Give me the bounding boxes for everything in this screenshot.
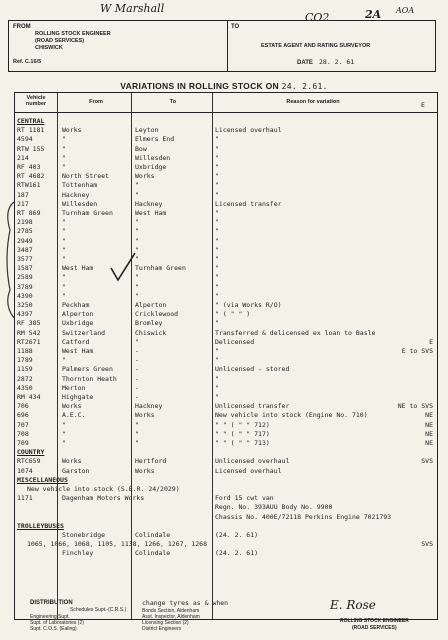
vehicle-number: 2872 xyxy=(17,374,33,383)
to-cell: Chiswick xyxy=(135,328,167,337)
vehicle-number: 4390 xyxy=(17,291,33,300)
from-cell: Turnham Green xyxy=(62,209,113,217)
column-header-to: To xyxy=(169,99,177,105)
column-header-from: From xyxy=(89,99,103,105)
column-header-reason: Reason for variation xyxy=(286,99,340,105)
to-cell: Bromley xyxy=(135,319,163,328)
to-cell: " xyxy=(135,255,139,263)
from-cell: North Street xyxy=(62,172,109,181)
status-code: NE xyxy=(425,420,433,429)
header-divider xyxy=(227,21,228,71)
from-cell: Peckham xyxy=(62,301,90,309)
vehicle-number: 1587 xyxy=(17,264,33,273)
to-cell: Uxbridge xyxy=(135,163,167,171)
to-cell: " xyxy=(135,273,139,282)
bracket-mark-icon xyxy=(2,200,16,320)
reason-cell: " xyxy=(215,181,219,190)
reason-cell: " xyxy=(215,273,219,282)
from-cell: Thornton Heath xyxy=(62,374,117,383)
reason-cell: " xyxy=(215,236,219,245)
to-cell: Willesden xyxy=(135,153,171,162)
vehicle-number: RF 403 xyxy=(17,163,41,171)
from-cell: " xyxy=(62,236,66,245)
distribution-line: Schedules Supt.-(C.R.S.) xyxy=(70,607,127,613)
vehicle-number: RT 4682 xyxy=(17,172,45,181)
section-heading: MISCELLANEOUS xyxy=(17,475,68,484)
vehicle-number: 4350 xyxy=(17,383,33,392)
from-cell: Garston xyxy=(62,466,90,475)
variations-table xyxy=(14,92,438,620)
vehicle-number: 1171 xyxy=(17,494,33,503)
vehicle-number: RTW161 xyxy=(17,181,41,190)
reason-cell: " xyxy=(215,347,219,355)
vehicle-number: 4397 xyxy=(17,310,33,319)
vehicle-number: RT 869 xyxy=(17,209,41,217)
vehicle-number: 2949 xyxy=(17,236,33,245)
reason-cell: Unlicensed transfer xyxy=(215,402,290,411)
to-cell: Elmers End xyxy=(135,135,175,144)
from-cell: Merton xyxy=(62,383,86,392)
reason-cell: (24. 2. 61) xyxy=(215,549,259,558)
reason-cell: " xyxy=(215,319,219,328)
reason-cell: Licensed overhaul xyxy=(215,466,282,475)
vehicle-number: 3487 xyxy=(17,245,33,254)
from-cell: A.E.C. xyxy=(62,411,86,420)
to-cell: " xyxy=(135,420,139,429)
status-code: NE xyxy=(425,411,433,420)
from-cell: Hackney xyxy=(62,190,90,199)
from-label: FROM xyxy=(13,24,31,30)
reason-cell: " " ( " " 713) xyxy=(215,439,270,447)
from-cell: Willesden xyxy=(62,199,98,208)
to-cell: " xyxy=(135,282,139,291)
section-heading: COUNTRY xyxy=(17,448,45,457)
from-cell: " xyxy=(62,153,66,162)
handwritten-code: AOA xyxy=(396,6,415,15)
to-cell: - xyxy=(135,356,139,365)
to-cell: Hackney xyxy=(135,199,163,208)
reason-cell: Ford 15 cwt van xyxy=(215,494,274,503)
vehicle-number: 706 xyxy=(17,402,29,411)
from-cell: " xyxy=(62,245,66,254)
reason-cell: " xyxy=(215,135,219,144)
vehicle-number: RTW 155 xyxy=(17,144,45,153)
vehicle-number: RTC659 xyxy=(17,457,41,466)
reason-cell: Regn. No. 393AUU Body No. 9900 xyxy=(215,503,333,512)
vehicle-number: 1188 xyxy=(17,347,33,355)
to-cell: Works xyxy=(135,172,155,181)
to-cell: - xyxy=(135,374,139,383)
section-heading: TROLLEYBUSES xyxy=(17,521,64,530)
reason-cell: " (via Works R/O) xyxy=(215,301,282,309)
to-cell: Hackney xyxy=(135,402,163,411)
from-cell: " xyxy=(62,282,66,291)
status-code: E to SVS xyxy=(401,347,433,355)
to-cell: - xyxy=(135,347,139,355)
distribution-line: District Engineers xyxy=(142,626,182,632)
distribution-label: DISTRIBUTION xyxy=(30,600,73,606)
from-cell: Highgate xyxy=(62,393,94,401)
vehicle-number: 187 xyxy=(17,190,29,199)
status-code: NE xyxy=(425,439,433,447)
from-line: ROLLING STOCK ENGINEER xyxy=(35,31,111,37)
to-cell: " xyxy=(135,245,139,254)
reason-cell: " xyxy=(215,282,219,291)
column-header-vehicle: Vehicle number xyxy=(25,95,47,107)
reason-cell: (24. 2. 61) xyxy=(215,531,259,539)
reason-cell: " xyxy=(215,153,219,162)
reason-cell: Unlicensed overhaul xyxy=(215,457,290,466)
reason-cell: " xyxy=(215,209,219,217)
vehicle-number: RT2671 xyxy=(17,337,41,346)
to-cell: " xyxy=(135,236,139,245)
from-line: CHISWICK xyxy=(35,45,63,51)
header-rule xyxy=(15,112,437,113)
to-cell: Hertford xyxy=(135,457,167,466)
to-cell: " xyxy=(135,181,139,190)
from-cell: " xyxy=(62,227,66,236)
reason-cell: " xyxy=(215,218,219,227)
handwritten-code: CO2 xyxy=(305,11,330,24)
distribution-line: Licensing Section (2) xyxy=(142,620,189,626)
document-title xyxy=(0,81,448,91)
from-line: (ROAD SERVICES) xyxy=(35,38,85,44)
to-cell: - xyxy=(135,393,139,401)
to-cell: Cricklewood xyxy=(135,310,179,319)
to-cell: " xyxy=(135,190,139,199)
date-label: DATE xyxy=(297,60,313,66)
reason-cell: " xyxy=(215,356,219,365)
from-cell: Switzerland xyxy=(62,328,106,337)
section-heading: CENTRAL xyxy=(17,117,45,125)
reason-cell: Licensed overhaul xyxy=(215,126,282,135)
from-cell: " xyxy=(62,291,66,300)
distribution-line: Supt. C.O.S. (Ealing) xyxy=(30,626,77,632)
from-cell: Works xyxy=(62,126,82,135)
reason-cell: " xyxy=(215,264,219,273)
from-cell: West Ham xyxy=(62,264,94,273)
distribution-line: Bonds Section, Aldenham xyxy=(142,608,200,614)
to-cell: Leyton xyxy=(135,126,159,135)
to-cell: Turnham Green xyxy=(135,264,186,273)
to-cell: " xyxy=(135,337,139,346)
vehicle-number: 1159 xyxy=(17,365,33,374)
from-cell: Stonebridge xyxy=(62,531,106,539)
to-line: ESTATE AGENT AND RATING SURVEYOR xyxy=(261,43,371,49)
sender-line: (ROAD SERVICES) xyxy=(352,625,397,631)
from-cell: Finchley xyxy=(62,549,94,558)
reason-cell: Transferred & delicensed ex loan to Basle xyxy=(215,328,376,337)
vehicle-number: 3789 xyxy=(17,282,33,291)
title-text: VARIATIONS IN ROLLING STOCK ON xyxy=(120,81,279,91)
vehicle-number: 709 xyxy=(17,439,29,447)
reason-cell: " xyxy=(215,383,219,392)
status-code: NE to SVS xyxy=(397,402,433,411)
column-rule xyxy=(212,93,213,619)
vehicle-number: RM 434 xyxy=(17,393,41,401)
distribution-line: Supt. of Laboratories (2) xyxy=(30,620,84,626)
from-cell: Catford xyxy=(62,337,90,346)
to-cell: Works xyxy=(135,466,155,475)
to-cell: West Ham xyxy=(135,209,167,217)
column-letter: E xyxy=(421,101,425,109)
status-code: SVS xyxy=(421,457,433,466)
to-cell: " xyxy=(135,439,139,447)
distribution-line: Engineering Supt. xyxy=(30,614,70,620)
from-cell: Alperton xyxy=(62,310,94,319)
reason-cell: " xyxy=(215,172,219,181)
to-label: TO xyxy=(231,24,240,30)
status-code: NE xyxy=(425,429,433,438)
vehicle-number: 4594 xyxy=(17,135,33,144)
from-cell: West Ham xyxy=(62,347,94,355)
reason-cell: New vehicle into stock (Engine No. 710) xyxy=(215,411,368,420)
from-cell: " xyxy=(62,420,66,429)
reason-cell: " xyxy=(215,374,219,383)
from-cell: " xyxy=(62,429,66,438)
to-cell: Works xyxy=(135,411,155,420)
reason-cell: " xyxy=(215,291,219,300)
vehicle-number: 3250 xyxy=(17,301,33,309)
reason-cell: " xyxy=(215,144,219,153)
sender-line: ROLLING STOCK ENGINEER xyxy=(340,618,409,624)
from-cell: " xyxy=(62,135,66,144)
to-cell: " xyxy=(135,227,139,236)
vehicle-number: New vehicle into stock (S.E.R. 24/2029) xyxy=(27,485,180,493)
memo-header xyxy=(8,20,436,72)
vehicle-number: RF 385 xyxy=(17,319,41,328)
reason-cell: Chassis No. 400E/72118 Perkins Engine 7021793 xyxy=(215,512,392,521)
status-code: E xyxy=(429,337,433,346)
from-cell: " xyxy=(62,439,66,447)
to-cell: Colindale xyxy=(135,531,171,539)
to-cell: " xyxy=(135,218,139,227)
distribution-line: Asst. Inspector, Aldenham xyxy=(142,614,200,620)
handwritten-note: W Marshall xyxy=(100,2,165,15)
vehicle-number: 1065, 1066, 1068, 1105, 1138, 1266, 1267, 1268 xyxy=(27,540,208,549)
reason-cell: " ( " " ) xyxy=(215,310,251,319)
status-code: SVS xyxy=(421,540,433,549)
from-cell: Uxbridge xyxy=(62,319,94,328)
to-cell: Alperton xyxy=(135,301,167,309)
from-cell: " xyxy=(62,163,66,171)
tick-mark-icon xyxy=(108,250,138,284)
from-cell: " xyxy=(62,356,66,365)
title-date: 24. 2.61. xyxy=(281,82,328,91)
reference: Ref. C.16/5 xyxy=(13,59,42,65)
vehicle-number: 696 xyxy=(17,411,29,420)
to-cell: - xyxy=(135,383,139,392)
reason-cell: " " ( " " 717) xyxy=(215,429,270,438)
reason-cell: " xyxy=(215,245,219,254)
vehicle-number: 3577 xyxy=(17,255,33,263)
vehicle-number: 1789 xyxy=(17,356,33,365)
reason-cell: " xyxy=(215,393,219,401)
vehicle-number: RT 1181 xyxy=(17,126,45,135)
from-cell: Works xyxy=(62,457,82,466)
vehicle-number: 2198 xyxy=(17,218,33,227)
from-cell: " xyxy=(62,255,66,263)
reason-cell: " xyxy=(215,190,219,199)
from-cell: " xyxy=(62,144,66,153)
signature: E. Rose xyxy=(330,598,376,612)
vehicle-number: 1074 xyxy=(17,466,33,475)
reason-cell: Licensed transfer xyxy=(215,199,282,208)
from-cell: Works xyxy=(62,402,82,411)
date-value: 28. 2. 61 xyxy=(319,58,355,66)
to-cell: Colindale xyxy=(135,549,171,558)
reason-cell: " xyxy=(215,227,219,236)
vehicle-number: 2785 xyxy=(17,227,33,236)
vehicle-number: 707 xyxy=(17,420,29,429)
vehicle-number: 2589 xyxy=(17,273,33,282)
from-cell: " xyxy=(62,273,66,282)
reason-cell: " xyxy=(215,255,219,263)
vehicle-number: 214 xyxy=(17,153,29,162)
vehicle-number: RM 542 xyxy=(17,328,41,337)
reason-cell: Unlicensed - stored xyxy=(215,365,290,374)
vehicle-number: 217 xyxy=(17,199,29,208)
from-cell: " xyxy=(62,218,66,227)
to-cell: " xyxy=(135,291,139,300)
reason-cell: " xyxy=(215,163,219,171)
to-cell: - xyxy=(135,365,139,374)
reason-cell: " " ( " " 712) xyxy=(215,420,270,429)
reason-cell: Delicensed xyxy=(215,337,255,346)
vehicle-number: 708 xyxy=(17,429,29,438)
from-cell: Palmers Green xyxy=(62,365,113,374)
handwritten-code: 2A xyxy=(365,8,382,21)
from-cell: Dagenham Motors Works xyxy=(62,494,145,503)
to-cell: " xyxy=(135,429,139,438)
from-cell: Tottenham xyxy=(62,181,98,190)
footer-note: change tyres as & when xyxy=(142,599,229,607)
to-cell: Bow xyxy=(135,144,147,153)
